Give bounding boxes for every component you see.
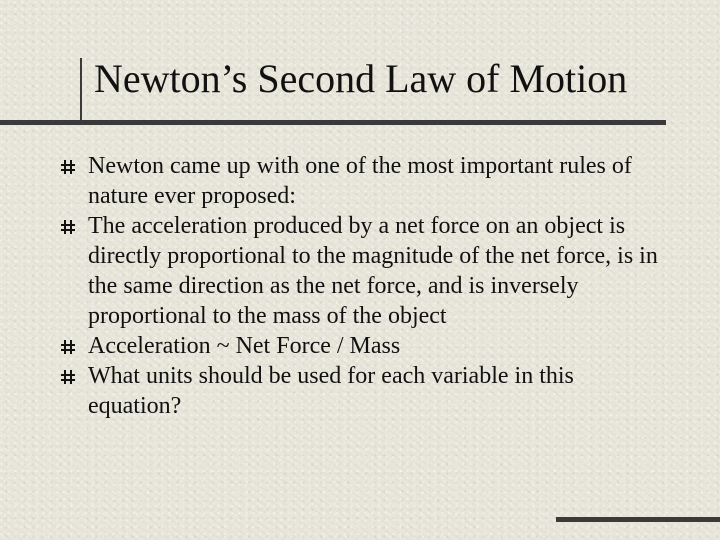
hash-bullet-icon [60, 159, 76, 175]
title-underline-rule [0, 120, 666, 125]
title-left-rule [80, 58, 82, 120]
slide-title: Newton’s Second Law of Motion [94, 56, 628, 101]
bullet-item [0, 331, 700, 361]
bullet-text: What units should be used for each variable in this equation? [88, 363, 574, 419]
bullet-text: Acceleration ~ Net Force / Mass [88, 333, 401, 359]
hash-bullet-icon [60, 369, 76, 385]
hash-bullet-icon [60, 339, 76, 355]
bullet-text: The acceleration produced by a net force on an object is directly proportional to the magnitude of the net force, is in the same direction as the net force, and is inversely proportional to the mass of the object [88, 213, 658, 329]
bullet-item [0, 151, 700, 211]
bullet-item [0, 361, 700, 421]
bullet-item [0, 211, 700, 331]
bullet-list [0, 151, 700, 421]
footer-rule [556, 517, 720, 522]
bullet-text: Newton came up with one of the most important rules of nature ever proposed: [88, 153, 632, 209]
hash-bullet-icon [60, 219, 76, 235]
